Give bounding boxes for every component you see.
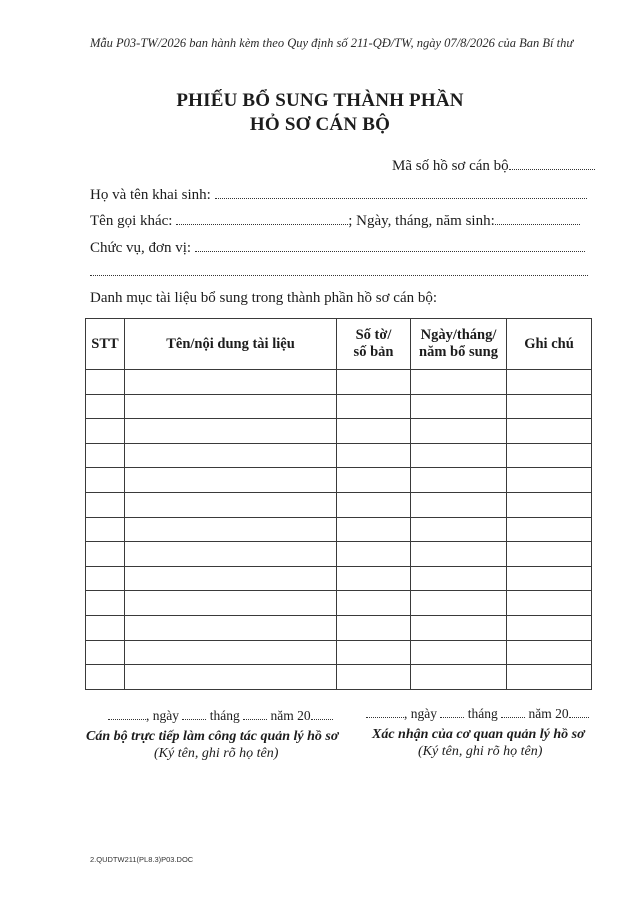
note-cell[interactable] xyxy=(507,665,592,690)
header-note: Ghi chú xyxy=(507,319,592,370)
left-month-blank[interactable] xyxy=(243,707,267,720)
right-month-blank[interactable] xyxy=(501,705,525,718)
other-name-dob-field[interactable] xyxy=(90,212,580,230)
sheets-cell[interactable] xyxy=(337,591,411,616)
right-year-blank[interactable] xyxy=(569,705,589,718)
other-name-label: Tên gọi khác: xyxy=(90,213,173,229)
note-cell[interactable] xyxy=(507,517,592,542)
table-row xyxy=(86,566,592,591)
content-cell[interactable] xyxy=(125,517,337,542)
sheets-cell[interactable] xyxy=(337,542,411,567)
date-cell[interactable] xyxy=(411,517,507,542)
record-code-field[interactable] xyxy=(392,157,595,175)
header-date-line2: năm bổ sung xyxy=(419,344,498,360)
header-content: Tên/nội dung tài liệu xyxy=(125,319,337,370)
other-name-blank[interactable] xyxy=(176,212,348,225)
table-row xyxy=(86,665,592,690)
note-cell[interactable] xyxy=(507,615,592,640)
table-row xyxy=(86,492,592,517)
stt-cell[interactable] xyxy=(86,394,125,419)
content-cell[interactable] xyxy=(125,591,337,616)
note-cell[interactable] xyxy=(507,443,592,468)
record-code-blank[interactable] xyxy=(509,157,595,170)
note-cell[interactable] xyxy=(507,492,592,517)
birth-name-label: Họ và tên khai sinh: xyxy=(90,187,211,203)
content-cell[interactable] xyxy=(125,468,337,493)
right-date-day-label: , ngày xyxy=(404,706,437,721)
table-row xyxy=(86,394,592,419)
header-date xyxy=(411,319,507,370)
stt-cell[interactable] xyxy=(86,492,125,517)
form-title-line2: HỎ SƠ CÁN BỘ xyxy=(249,114,391,135)
date-cell[interactable] xyxy=(411,591,507,616)
stt-cell[interactable] xyxy=(86,468,125,493)
table-header-row xyxy=(86,319,592,370)
stt-cell[interactable] xyxy=(86,665,125,690)
table-row xyxy=(86,542,592,567)
left-signature-title: Cán bộ trực tiếp làm công tác quản lý hồ sơ xyxy=(86,729,339,744)
left-signature-date xyxy=(108,707,333,724)
table-row xyxy=(86,591,592,616)
right-signature-title: Xác nhận của cơ quan quản lý hồ sơ xyxy=(372,727,585,742)
content-cell[interactable] xyxy=(125,542,337,567)
content-cell[interactable] xyxy=(125,640,337,665)
position-label: Chức vụ, đơn vị: xyxy=(90,240,192,256)
footer-file-code: 2.QUDTW211(PL8.3)P03.DOC xyxy=(90,855,194,864)
date-cell[interactable] xyxy=(411,665,507,690)
table-row xyxy=(86,517,592,542)
content-cell[interactable] xyxy=(125,419,337,444)
sheets-cell[interactable] xyxy=(337,665,411,690)
header-date-line1: Ngày/tháng/ xyxy=(420,327,497,343)
sheets-cell[interactable] xyxy=(337,640,411,665)
form-title-line1: PHIẾU BỔ SUNG THÀNH PHẦN xyxy=(176,90,464,111)
date-cell[interactable] xyxy=(411,419,507,444)
left-signature-note: (Ký tên, ghi rõ họ tên) xyxy=(154,746,279,761)
note-cell[interactable] xyxy=(507,468,592,493)
record-code-label: Mã số hồ sơ cán bộ xyxy=(392,158,509,174)
sheets-cell[interactable] xyxy=(337,517,411,542)
sheets-cell[interactable] xyxy=(337,394,411,419)
sheets-cell[interactable] xyxy=(337,419,411,444)
right-date-month-label: tháng xyxy=(467,706,498,721)
dob-separator: ; xyxy=(348,213,353,229)
table-row xyxy=(86,615,592,640)
date-cell[interactable] xyxy=(411,566,507,591)
sheets-cell[interactable] xyxy=(337,370,411,395)
note-cell[interactable] xyxy=(507,370,592,395)
sheets-cell[interactable] xyxy=(337,443,411,468)
stt-cell[interactable] xyxy=(86,591,125,616)
table-row xyxy=(86,443,592,468)
table-row xyxy=(86,370,592,395)
documents-table xyxy=(85,318,592,690)
content-cell[interactable] xyxy=(125,566,337,591)
stt-cell[interactable] xyxy=(86,370,125,395)
table-row xyxy=(86,419,592,444)
content-cell[interactable] xyxy=(125,492,337,517)
date-cell[interactable] xyxy=(411,468,507,493)
header-sheets-line1: Số tờ/ xyxy=(355,327,392,343)
right-day-blank[interactable] xyxy=(440,705,464,718)
form-header-note: Mẫu P03-TW/2026 ban hành kèm theo Quy định số 211-QĐ/TW, ngày 07/8/2026 của Ban Bí thư xyxy=(90,36,574,50)
content-cell[interactable] xyxy=(125,394,337,419)
sheets-cell[interactable] xyxy=(337,615,411,640)
left-date-month-label: tháng xyxy=(209,708,240,723)
birth-name-field[interactable] xyxy=(90,186,587,204)
header-stt: STT xyxy=(86,319,125,370)
stt-cell[interactable] xyxy=(86,443,125,468)
sheets-cell[interactable] xyxy=(337,492,411,517)
right-signature-date xyxy=(366,705,589,722)
content-cell[interactable] xyxy=(125,443,337,468)
sheets-cell[interactable] xyxy=(337,566,411,591)
content-cell[interactable] xyxy=(125,370,337,395)
list-heading: Danh mục tài liệu bổ sung trong thành phần hồ sơ cán bộ: xyxy=(90,290,438,306)
stt-cell[interactable] xyxy=(86,566,125,591)
left-year-blank[interactable] xyxy=(311,707,333,720)
date-cell[interactable] xyxy=(411,443,507,468)
stt-cell[interactable] xyxy=(86,640,125,665)
date-cell[interactable] xyxy=(411,640,507,665)
position-blank[interactable] xyxy=(195,239,585,252)
position-blank-continued[interactable] xyxy=(90,263,588,276)
stt-cell[interactable] xyxy=(86,419,125,444)
note-cell[interactable] xyxy=(507,542,592,567)
note-cell[interactable] xyxy=(507,419,592,444)
table-row xyxy=(86,640,592,665)
dob-blank[interactable] xyxy=(495,212,580,225)
date-cell[interactable] xyxy=(411,492,507,517)
left-place-blank[interactable] xyxy=(108,707,146,720)
table-row xyxy=(86,468,592,493)
position-field[interactable] xyxy=(90,239,585,257)
date-cell[interactable] xyxy=(411,370,507,395)
content-cell[interactable] xyxy=(125,665,337,690)
date-cell[interactable] xyxy=(411,542,507,567)
header-sheets xyxy=(337,319,411,370)
dob-label: Ngày, tháng, năm sinh: xyxy=(356,213,495,229)
left-day-blank[interactable] xyxy=(182,707,206,720)
note-cell[interactable] xyxy=(507,640,592,665)
right-date-year-label: năm 20 xyxy=(528,706,569,721)
birth-name-blank[interactable] xyxy=(215,186,587,199)
note-cell[interactable] xyxy=(507,566,592,591)
note-cell[interactable] xyxy=(507,394,592,419)
note-cell[interactable] xyxy=(507,591,592,616)
stt-cell[interactable] xyxy=(86,517,125,542)
date-cell[interactable] xyxy=(411,615,507,640)
left-date-year-label: năm 20 xyxy=(270,708,311,723)
content-cell[interactable] xyxy=(125,615,337,640)
stt-cell[interactable] xyxy=(86,542,125,567)
sheets-cell[interactable] xyxy=(337,468,411,493)
left-date-day-label: , ngày xyxy=(146,708,179,723)
right-signature-note: (Ký tên, ghi rõ họ tên) xyxy=(418,744,543,759)
date-cell[interactable] xyxy=(411,394,507,419)
stt-cell[interactable] xyxy=(86,615,125,640)
right-place-blank[interactable] xyxy=(366,705,404,718)
header-sheets-line2: số bản xyxy=(353,344,394,360)
